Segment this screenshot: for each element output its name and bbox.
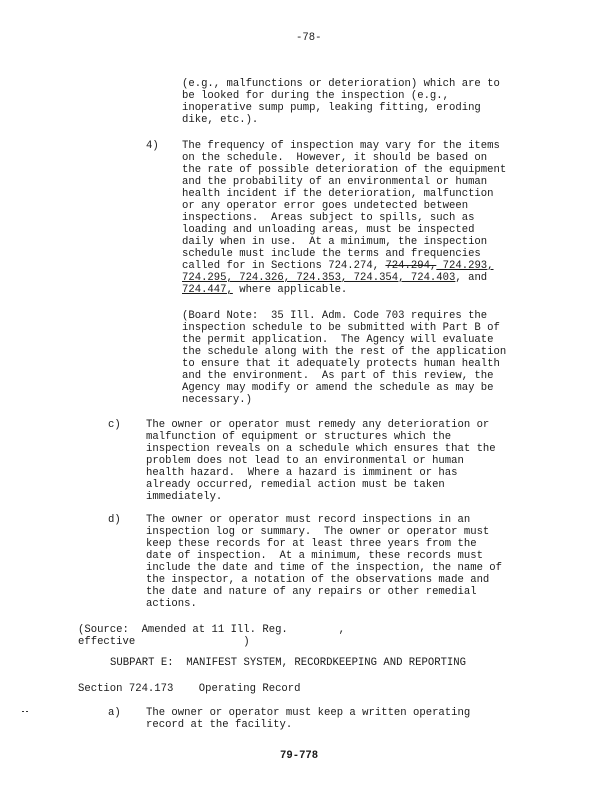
inserted-section-list: 724.295, 724.326, 724.353, 724.354, 724.403 (182, 272, 456, 284)
item-c-line-1: The owner or operator must remedy any deterioration or (146, 419, 490, 431)
item-4-line-11 (182, 261, 494, 273)
board-note-line-6: and the environment. As part of this review, the (182, 370, 494, 382)
struck-section-ref: 724.294, (385, 260, 437, 272)
footer-page-number: 79-778 (280, 750, 319, 762)
item-d-line-5: include the date and time of the inspection, the name of (146, 562, 503, 574)
source-line-1: (Source: Amended at 11 Ill. Reg. , (78, 624, 346, 636)
item-a-line-1: The owner or operator must keep a written operating (146, 707, 471, 719)
item-4-line-9: daily when in use. At a minimum, the inspection (182, 236, 488, 248)
inserted-section-ref: 724.293, (436, 260, 494, 272)
item-c-line-6: already occurred, remedial action must be taken (146, 479, 445, 491)
item-4-line-13 (182, 285, 347, 297)
item-a-marker: a) (108, 707, 121, 719)
continuation-line-1: (e.g., malfunctions or deterioration) which are to (182, 78, 500, 90)
item-4-line-4: and the probability of an environmental or human (182, 176, 488, 188)
section-heading: Section 724.173 Operating Record (78, 683, 301, 695)
item-d-line-6: the inspector, a notation of the observations made and (146, 574, 490, 586)
continuation-line-4: dike, etc.). (182, 114, 259, 126)
item-4-line-6: or any operator error goes undetected between (182, 200, 469, 212)
item-c-line-7: immediately. (146, 491, 223, 503)
item-c-line-5: health hazard. Where a hazard is imminent or has (146, 467, 458, 479)
item-d-line-4: date of inspection. At a minimum, these records must (146, 550, 483, 562)
item-d-line-2: inspection log or summary. The owner or operator must (146, 526, 490, 538)
item-4-marker: 4) (146, 140, 159, 152)
item-4-line-5: health incident if the deterioration, malfunction (182, 188, 494, 200)
subpart-heading: SUBPART E: MANIFEST SYSTEM, RECORDKEEPING AND REPORTING (110, 657, 467, 669)
item-c-line-4: problem does not lead to an environmental or human (146, 455, 464, 467)
item-c-line-3: inspection reveals on a schedule which ensures that the (146, 443, 496, 455)
board-note-line-3: the permit application. The Agency will evaluate (182, 334, 494, 346)
board-note-line-4: the schedule along with the rest of the application (182, 346, 507, 358)
inserted-section-last: 724.447, (182, 284, 233, 296)
board-note-line-5: to ensure that it adequately protects human health (182, 358, 500, 370)
item-a-line-2: record at the facility. (146, 719, 293, 731)
board-note-line-2: inspection schedule to be submitted with Part B of (182, 322, 500, 334)
item-4-line-1: The frequency of inspection may vary for the items (182, 140, 500, 152)
item-4-line-12-tail: , and (455, 272, 488, 284)
item-4-line-8: loading and unloading areas, must be inspected (182, 224, 475, 236)
item-4-line-10: schedule must include the terms and frequencies (182, 248, 481, 260)
item-d-line-3: keep these records for at least three years from the (146, 538, 477, 550)
scan-speck-2 (26, 711, 28, 712)
page-number-top: -78- (296, 32, 322, 44)
board-note-line-8: necessary.) (182, 394, 252, 406)
item-d-line-7: the date and nature of any repairs or other remedial (146, 586, 477, 598)
continuation-line-2: be looked for during the inspection (e.g., (182, 90, 450, 102)
item-c-line-2: malfunction of equipment or structures which the (146, 431, 452, 443)
board-note-line-1: (Board Note: 35 Ill. Adm. Code 703 requires the (182, 310, 488, 322)
item-4-line-11-text: called for in Sections 724.274, (182, 260, 386, 272)
item-4-line-12 (182, 273, 487, 285)
continuation-line-3: inoperative sump pump, leaking fitting, eroding (182, 102, 481, 114)
item-d-line-8: actions. (146, 598, 197, 610)
item-4-line-7: inspections. Areas subject to spills, such as (182, 212, 475, 224)
item-d-line-1: The owner or operator must record inspections in an (146, 514, 471, 526)
item-d-marker: d) (108, 514, 121, 526)
board-note-line-7: Agency may modify or amend the schedule as may be (182, 382, 494, 394)
source-line-2: effective ) (78, 636, 250, 648)
item-c-marker: c) (108, 419, 121, 431)
scan-speck (22, 711, 24, 712)
item-4-line-3: the rate of possible deterioration of the equipment (182, 164, 507, 176)
item-4-line-2: on the schedule. However, it should be based on (182, 152, 488, 164)
item-4-line-13-tail: where applicable. (232, 284, 348, 296)
